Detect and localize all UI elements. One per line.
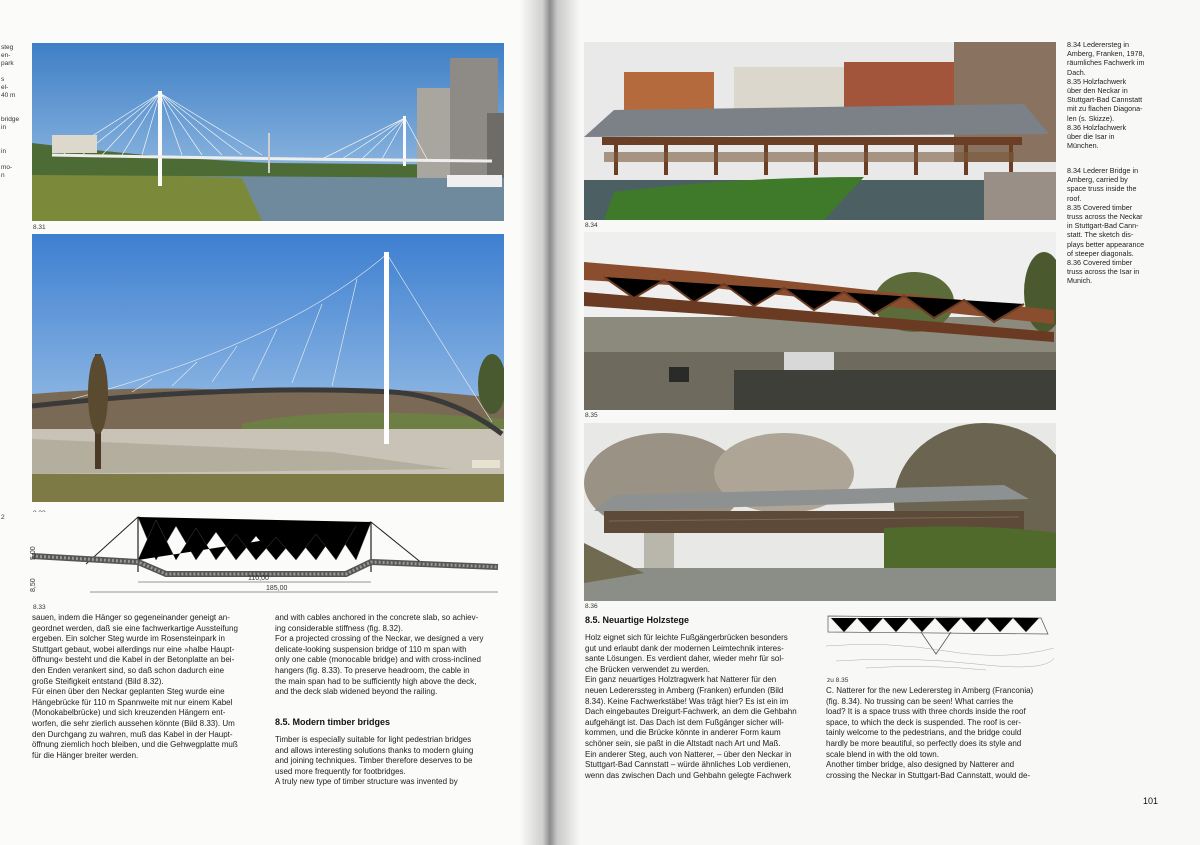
photo-timber-truss-neckar [584, 232, 1056, 410]
book-spine [520, 0, 580, 845]
left-section-heading: 8.5. Modern timber bridges [275, 717, 391, 727]
figure-label-8-33: 8.33 [33, 604, 46, 611]
figure-label-sketch: zu 8.35 [827, 677, 849, 684]
photo-suspension-footbridge [32, 234, 504, 502]
dim-height-a: 5,00 [30, 546, 37, 560]
figure-label-8-35: 8.35 [585, 412, 598, 419]
drawing-monocable-bridge [26, 512, 508, 604]
figure-label-8-36: 8.36 [585, 603, 598, 610]
left-english-text-top: and with cables anchored in the concrete slab, so achiev- ing considerable stiffness (fig. 8.32). For a projected crossing of the Neckar, we designed a very delicate-looking suspension bridge of 110 m span with only one cable (monocable bridge) and with cross-inclined hangers (fig. 8.33). To preserve headroom, the cable in the main span had to be sufficiently high above the deck, and the deck slab widened beyond the railing. [275, 613, 484, 697]
caption-german: 8.34 Lederersteg in Amberg, Franken, 1978, räumliches Fachwerk im Dach. 8.35 Holzfachwerk über den Neckar in Stuttgart-Bad Cannstatt mit zu flachen Diagona- len (s. Skizze). 8.36 Holzfachwerk über die Isar in München. [1067, 40, 1145, 151]
dim-span-total: 185,00 [266, 585, 288, 592]
figure-label-8-31: 8.31 [33, 224, 46, 231]
left-english-text-bottom: Timber is especially suitable for light pedestrian bridges and allows interesting solutions thanks to modern gluing and joining techniques. Timber therefore deserves to be used more frequently for footbridges. A truly new type of timber structure was invented by [275, 735, 474, 787]
left-german-text: sauen, indem die Hänger so gegeneinander geneigt an- geordnet werden, daß sie eine fachwerkartige Aussteifung ergeben. Ein solcher Steg wurde im Rosensteinpark in Stuttgart gebaut, wobei allerdings nur eine »halbe Haupt- öffnung« besteht und die Kabel in der Betonplatte an bei- den Enden verankert sind, so daß schon dadurch eine große Steifigkeit entstand (Bild 8.32). Für einen über den Neckar geplanten Steg wurde eine Hängebrücke für 110 m Spannweite mit nur einem Kabel (Monokabelbrücke) und sich kreuzenden Hängern ent- worfen, die sehr zierlich aussehen könnte (Bild 8.33). Um den Durchgang zu wahren, muß das Kabel in der Haupt- öffnung ziemlich hoch bleiben, und die Gehwegplatte muß für die Hänger breiter werden. [32, 613, 238, 760]
left-margin-fragment-bottom: 2 [1, 514, 5, 521]
left-margin-fragments-top: steg en- park s el- 40 m bridge in in mo- n [1, 44, 20, 179]
photo-cable-stayed-bridge [32, 43, 504, 221]
sketch-truss-diagonals [826, 606, 1054, 674]
photo-covered-bridge-isar [584, 423, 1056, 601]
right-english-text: C. Natterer for the new Lederersteg in Amberg (Franconia) (fig. 8.34). No trussing can be seen! What carries the load? It is a space truss with three chords inside the roof space, to which the deck is suspended. The roof is cer- tainly welcome to the pedestrians, and the bridge could hardly be more beautiful, so perfectly does its style and scale blend in with the old town. Another timber bridge, also designed by Natterer and crossing the Neckar in Stuttgart-Bad Cannstatt, would de- [826, 686, 1034, 780]
right-german-text: Holz eignet sich für leichte Fußgängerbrücken besonders gut und erlaubt dank der modernen Leimtechnik interes- sante Lösungen. Es verdient daher, wieder mehr für sol- che Brücken verwendet zu werden. Ein ganz neuartiges Holztragwerk hat Natterer für den neuen Ledererssteg in Amberg (Franken) erfunden (Bild 8.34). Keine Fachwerkstäbe! Was trägt hier? Es ist ein im Dach eingebautes Dreigurt-Fachwerk, an dem die Gehbahn aufgehängt ist. Das Dach ist dem Fußgänger sicher will- kommen, und die Brücke könnte in anderer Form kaum schöner sein, sie paßt in die Altstadt nach Art und Maß. Ein anderer Steg, auch von Natterer, – über den Neckar in Stuttgart-Bad Cannstatt – würde ähnliches Lob verdienen, wenn das zwischen Dach und Gehbahn gelegte Fachwerk [585, 633, 797, 780]
dim-span-main: 110,00 [248, 575, 269, 582]
photo-covered-bridge-amberg [584, 42, 1056, 220]
page-number: 101 [1143, 796, 1159, 806]
caption-english: 8.34 Lederer Bridge in Amberg, carried by space truss inside the roof. 8.35 Covered timber truss across the Neckar in Stuttgart-Bad Cann- statt. The sketch dis- plays better appearance of steeper diagonals. 8.36 Covered timber truss across the Isar in Munich. [1067, 166, 1145, 286]
figure-label-8-34: 8.34 [585, 222, 598, 229]
dim-height-b: 8,50 [30, 578, 37, 592]
right-section-heading: 8.5. Neuartige Holzstege [585, 615, 690, 625]
